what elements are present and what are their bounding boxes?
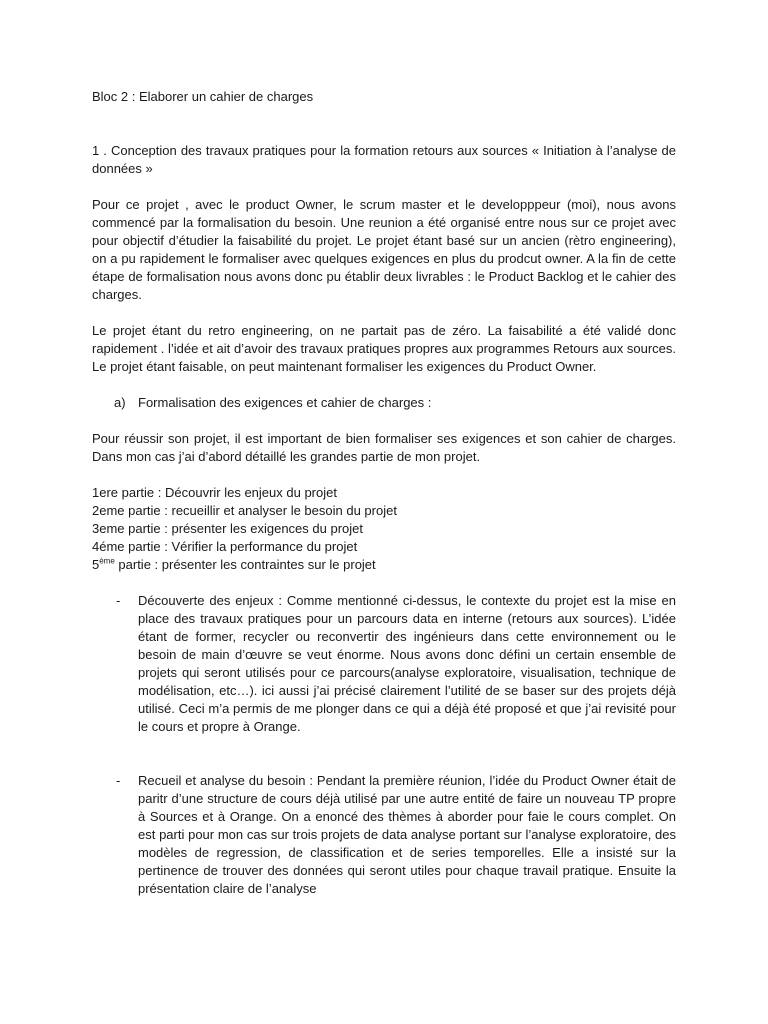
- bullet-text: Découverte des enjeux : Comme mentionné ci-dessus, le contexte du projet est la mise en place des travaux pratiques pour un parcours data en interne (retours aux sources). L’idée étant de former, recycler ou reconvertir des ingénieurs dans cette environnement ou le besoin de main d’œuvre se veut énorme. Nous avons donc défini un certain ensemble de projets qui seront utilisés pour ce parcours(analyse exploratoire, visualisation, technique de modélisation, etc…). ici aussi j’ai précisé clairement l’utilité de se baser sur des projets déjà utilisé. Ceci m’a permis de me plonger dans ce qui a déjà été proposé et que j’ai revisité pour le cours et propre à Orange.: [138, 593, 676, 734]
- part-item: 4éme partie : Vérifier la performance du projet: [92, 539, 358, 554]
- bullet-dash: -: [116, 593, 121, 608]
- bullet-item: [92, 592, 676, 736]
- bullet-text: Recueil et analyse du besoin : Pendant la première réunion, l’idée du Product Owner était de paritr d’une structure de cours déjà utilisé par une autre entité de faire un nouveau TP propre à Sources et à Orange. On a enoncé des thèmes à aborder pour faie le cours complet. On est parti pour mon cas sur trois projets de data analyse portant sur l’analyse exploratoire, des modèles de regression, de classification et de series temporelles. Elle a insisté sur la pertinence de trouver des données qui seront utiles pour chaque travail pratique. Ensuite la présentation claire de l’analyse: [138, 773, 676, 896]
- part-5-text: partie : présenter les contraintes sur le projet: [114, 557, 376, 572]
- parts-list: [92, 484, 676, 574]
- document-body: [92, 88, 676, 934]
- sub-heading-marker: a): [114, 395, 126, 410]
- part-item: 2eme partie : recueillir et analyser le besoin du projet: [92, 503, 397, 518]
- document-title: Bloc 2 : Elaborer un cahier de charges: [92, 89, 314, 104]
- intro-paragraph: Pour réussir son projet, il est important de bien formaliser ses exigences et son cahier de charges. Dans mon cas j’ai d’abord détaillé les grandes partie de mon projet.: [92, 431, 676, 464]
- part-5-number: 5: [92, 557, 100, 572]
- bullet-list: [92, 592, 676, 898]
- paragraph-1: Pour ce projet , avec le product Owner, le scrum master et le developppeur (moi), nous avons commencé par la formalisation du besoin. Une reunion a été organisé entre nous sur ce projet avec pour objectif d’étudier la faisabilité du projet. Le projet étant basé sur un ancien (rètro engineering), on a pu rapidement le formaliser avec quelques exigences en plus du prodcut owner. A la fin de cette étape de formalisation nous avons donc pu établir deux livrables : le Product Backlog et le cahier des charges.: [92, 197, 676, 302]
- part-item: 3eme partie : présenter les exigences du projet: [92, 521, 363, 536]
- part-5-superscript: ème: [99, 556, 115, 566]
- section-heading: 1 . Conception des travaux pratiques pour la formation retours aux sources « Initiation à l’analyse de données »: [92, 143, 676, 176]
- sub-heading: [92, 394, 676, 412]
- part-item: 1ere partie : Découvrir les enjeux du projet: [92, 485, 337, 500]
- part-item-5: [92, 556, 676, 574]
- bullet-dash: -: [116, 773, 121, 788]
- paragraph-2: Le projet étant du retro engineering, on ne partait pas de zéro. La faisabilité a été validé donc rapidement . l’idée et ait d’avoir des travaux pratiques propres aux programmes Retours aux sources. Le projet étant faisable, on peut maintenant formaliser les exigences du Product Owner.: [92, 323, 676, 374]
- sub-heading-text: Formalisation des exigences et cahier de charges :: [138, 395, 432, 410]
- bullet-item: [92, 772, 676, 898]
